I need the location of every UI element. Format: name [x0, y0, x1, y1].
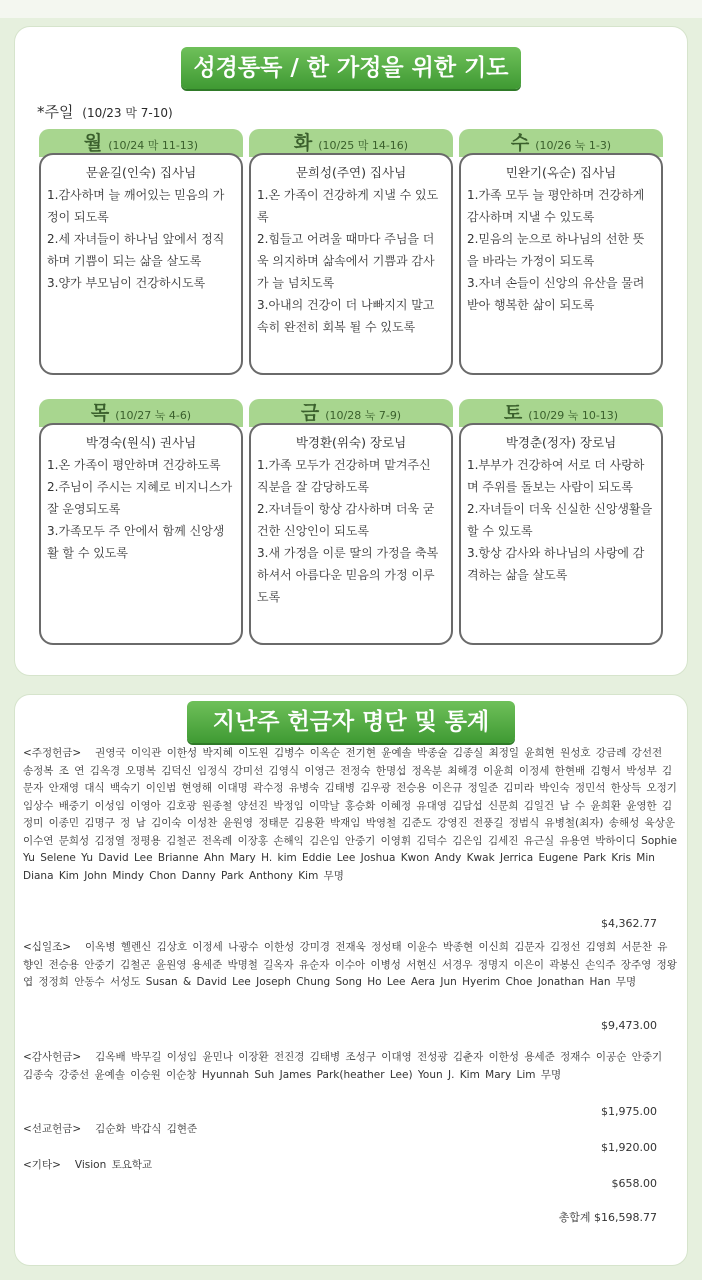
- card-day: 목: [90, 402, 110, 424]
- offering-amount: $658.00: [611, 1177, 657, 1190]
- card-prayer-item: 2.믿음의 눈으로 하나님의 선한 뜻을 바라는 가정이 되도록: [467, 232, 645, 268]
- card-ref: (10/26 눅 1-3): [535, 139, 612, 152]
- offering-names: 김옥배 박무길 이성임 윤민나 이장환 전진경 김태병 조성구 이대영 전성광 김춘자 이한성 용세준 정재수 이공순 안중기 김종숙 강중선 윤예솔 이승원 이순창 Hyunnah Suh James Park(heather Lee) Youn J. Kim Mary Lim 무명: [23, 1051, 663, 1081]
- prayer-card-thu: [39, 399, 243, 645]
- card-family-name: 박경춘(정자) 장로님: [505, 435, 617, 450]
- top-strip: [0, 0, 702, 18]
- card-family-name: 박경환(위숙) 장로님: [295, 435, 407, 450]
- offering-section-thanks: [23, 1049, 677, 1084]
- prayer-title: 성경통독 / 한 가정을 위한 기도: [181, 47, 521, 89]
- card-ref: (10/25 막 14-16): [318, 139, 409, 152]
- offering-amount: $4,362.77: [601, 917, 657, 930]
- card-prayer-item: 1.가족 모두 늘 평안하며 건강하게 감사하며 지낼 수 있도록: [467, 188, 645, 224]
- card-prayer-item: 3.자녀 손들이 신앙의 유산을 물려받아 행복한 삶이 되도록: [467, 276, 645, 312]
- card-ref: (10/28 눅 7-9): [325, 409, 402, 422]
- offering-label: <감사헌금>: [23, 1051, 82, 1063]
- card-prayer-item: 2.세 자녀들이 하나님 앞에서 정직하며 기쁨이 되는 삶을 살도록: [47, 232, 225, 268]
- offering-total: 총합계 $16,598.77: [558, 1211, 657, 1224]
- card-prayer-item: 2.힘들고 어려울 때마다 주님을 더욱 의지하며 삶속에서 기쁨과 감사가 늘 넘치도록: [257, 232, 435, 290]
- offering-section-other: [23, 1157, 677, 1175]
- card-body: [459, 153, 663, 375]
- card-prayer-item: 1.가족 모두가 건강하며 맡겨주신 직분을 잘 감당하도록: [257, 458, 431, 494]
- card-prayer-item: 1.온 가족이 평안하며 건강하도록: [47, 458, 221, 472]
- offering-panel: [14, 694, 688, 1266]
- offering-label: <기타>: [23, 1159, 61, 1171]
- card-family-name: 문윤길(인숙) 집사님: [85, 165, 197, 180]
- card-day: 토: [503, 402, 523, 424]
- offering-amount: $1,975.00: [601, 1105, 657, 1118]
- card-day: 수: [510, 132, 530, 154]
- card-body: [249, 153, 453, 375]
- offering-section-tithe: [23, 939, 677, 992]
- card-prayer-item: 3.항상 감사와 하나님의 사랑에 감격하는 삶을 살도록: [467, 546, 645, 582]
- card-prayer-item: 1.온 가족이 건강하게 지낼 수 있도록: [257, 188, 439, 224]
- offering-section-mission: [23, 1121, 677, 1139]
- prayer-card-mon: [39, 129, 243, 375]
- prayer-card-sat: [459, 399, 663, 645]
- card-prayer-item: 3.아내의 건강이 더 나빠지지 말고 속히 완전히 회복 될 수 있도록: [257, 298, 435, 334]
- card-ref: (10/24 막 11-13): [108, 139, 199, 152]
- card-body: [39, 423, 243, 645]
- offering-names: 권영국 이익관 이한성 박지혜 이도원 김병수 이옥순 전기현 윤예솔 박종술 김종실 최정일 윤희현 원성호 강금례 강선전 송정복 조 연 김옥경 오명복 김덕신 임정식 강미선 김영식 이영근 전정숙 한명섭 정옥분 최해경 이윤희 이정세 한현배 김형서 박성부 김문자 안재영 대식 백숙기 이인범 현영해 이대명 곽수정 유병숙 김태병 김우광 전승용 이은규 정일준 김미라 박인숙 정민석 한상득 오정기 임상수 배중기 이성임 이영아 김호광 원종철 양선진 박정임 이막날 홍승화 이혜정 유대영 김담섭 신문희 김일건 남 수 윤희환 윤영한 김정미 이종민 김명구 정 남 김이숙 이성찬 윤원영 정태문 김용환 박재임 박영철 김준도 강영진 전풍길 정범식 유병철(최자) 송해성 육상운 이수연 문희성 김정열 정평용 김철곤 전옥례 이장홍 손해익 김은임 안중기 이영휘 김덕수 김은임 김세진 유근실 유용연 박하이디 Sophie Yu Selene Yu David Lee Brianne Ahn Mary H. kim Eddie Lee Joshua Kwon Andy Kwak Jerrica Eugene Park Kris Min Diana Kim John Mindy Chon Danny Park Anthony Kim 무명: [23, 747, 677, 882]
- prayer-panel: [14, 26, 688, 676]
- prayer-card-fri: [249, 399, 453, 645]
- card-prayer-item: 1.부부가 건강하여 서로 더 사랑하며 주위를 돌보는 사람이 되도록: [467, 458, 645, 494]
- card-ref: (10/29 눅 10-13): [528, 409, 619, 422]
- offering-label: <주정헌금>: [23, 747, 82, 759]
- prayer-card-tue: [249, 129, 453, 375]
- offering-names: Vision 토요학교: [74, 1159, 153, 1171]
- offering-label: <십일조>: [23, 941, 72, 953]
- offering-section-sunday: [23, 745, 677, 885]
- card-body: [39, 153, 243, 375]
- card-family-name: 민완기(옥순) 집사님: [505, 165, 617, 180]
- card-family-name: 문희성(주연) 집사님: [295, 165, 407, 180]
- card-body: [459, 423, 663, 645]
- card-prayer-item: 3.새 가정을 이룬 딸의 가정을 축복하셔서 아름다운 믿음의 가정 이루도록: [257, 546, 439, 604]
- card-body: [249, 423, 453, 645]
- sunday-ref: (10/23 막 7-10): [82, 106, 173, 120]
- offering-amount: $9,473.00: [601, 1019, 657, 1032]
- card-prayer-item: 2.주님이 주시는 지혜로 비지니스가 잘 운영되도록: [47, 480, 233, 516]
- offering-amount: $1,920.00: [601, 1141, 657, 1154]
- card-prayer-item: 1.감사하며 늘 깨어있는 믿음의 가정이 되도록: [47, 188, 225, 224]
- card-prayer-item: 2.자녀들이 항상 감사하며 더욱 굳건한 신앙인이 되도록: [257, 502, 435, 538]
- prayer-card-wed: [459, 129, 663, 375]
- sunday-reading: [37, 101, 173, 122]
- card-prayer-item: 3.양가 부모님이 건강하시도록: [47, 276, 206, 290]
- offering-label: <선교헌금>: [23, 1123, 82, 1135]
- card-day: 월: [83, 132, 103, 154]
- card-prayer-item: 2.자녀들이 더욱 신실한 신앙생활을 할 수 있도록: [467, 502, 653, 538]
- card-prayer-item: 3.가족모두 주 안에서 함께 신앙생활 할 수 있도록: [47, 524, 225, 560]
- offering-names: 이옥병 헬렌신 김상호 이정세 나광수 이한성 강미경 전재욱 정성태 이윤수 박종현 이신희 김문자 김정선 김영희 서문찬 유향인 전승용 안중기 김철곤 윤원영 용세준 박명철 길옥자 유순자 이수아 이병성 서현신 서경우 정명지 이은이 곽봉신 손익주 장주영 정왕엽 정정희 안동수 서성도 Susan & David Lee Joseph Chung Song Ho Lee Aera Jun Hyerim Choe Jonathan Han 무명: [23, 941, 677, 988]
- card-ref: (10/27 눅 4-6): [115, 409, 192, 422]
- offering-names: 김순화 박갑식 김현준: [95, 1123, 198, 1135]
- offering-title: 지난주 헌금자 명단 및 통계: [187, 701, 515, 743]
- sunday-label: *주일: [37, 103, 74, 121]
- card-day: 화: [293, 132, 313, 154]
- card-day: 금: [300, 402, 320, 424]
- card-family-name: 박경숙(원식) 권사님: [85, 435, 197, 450]
